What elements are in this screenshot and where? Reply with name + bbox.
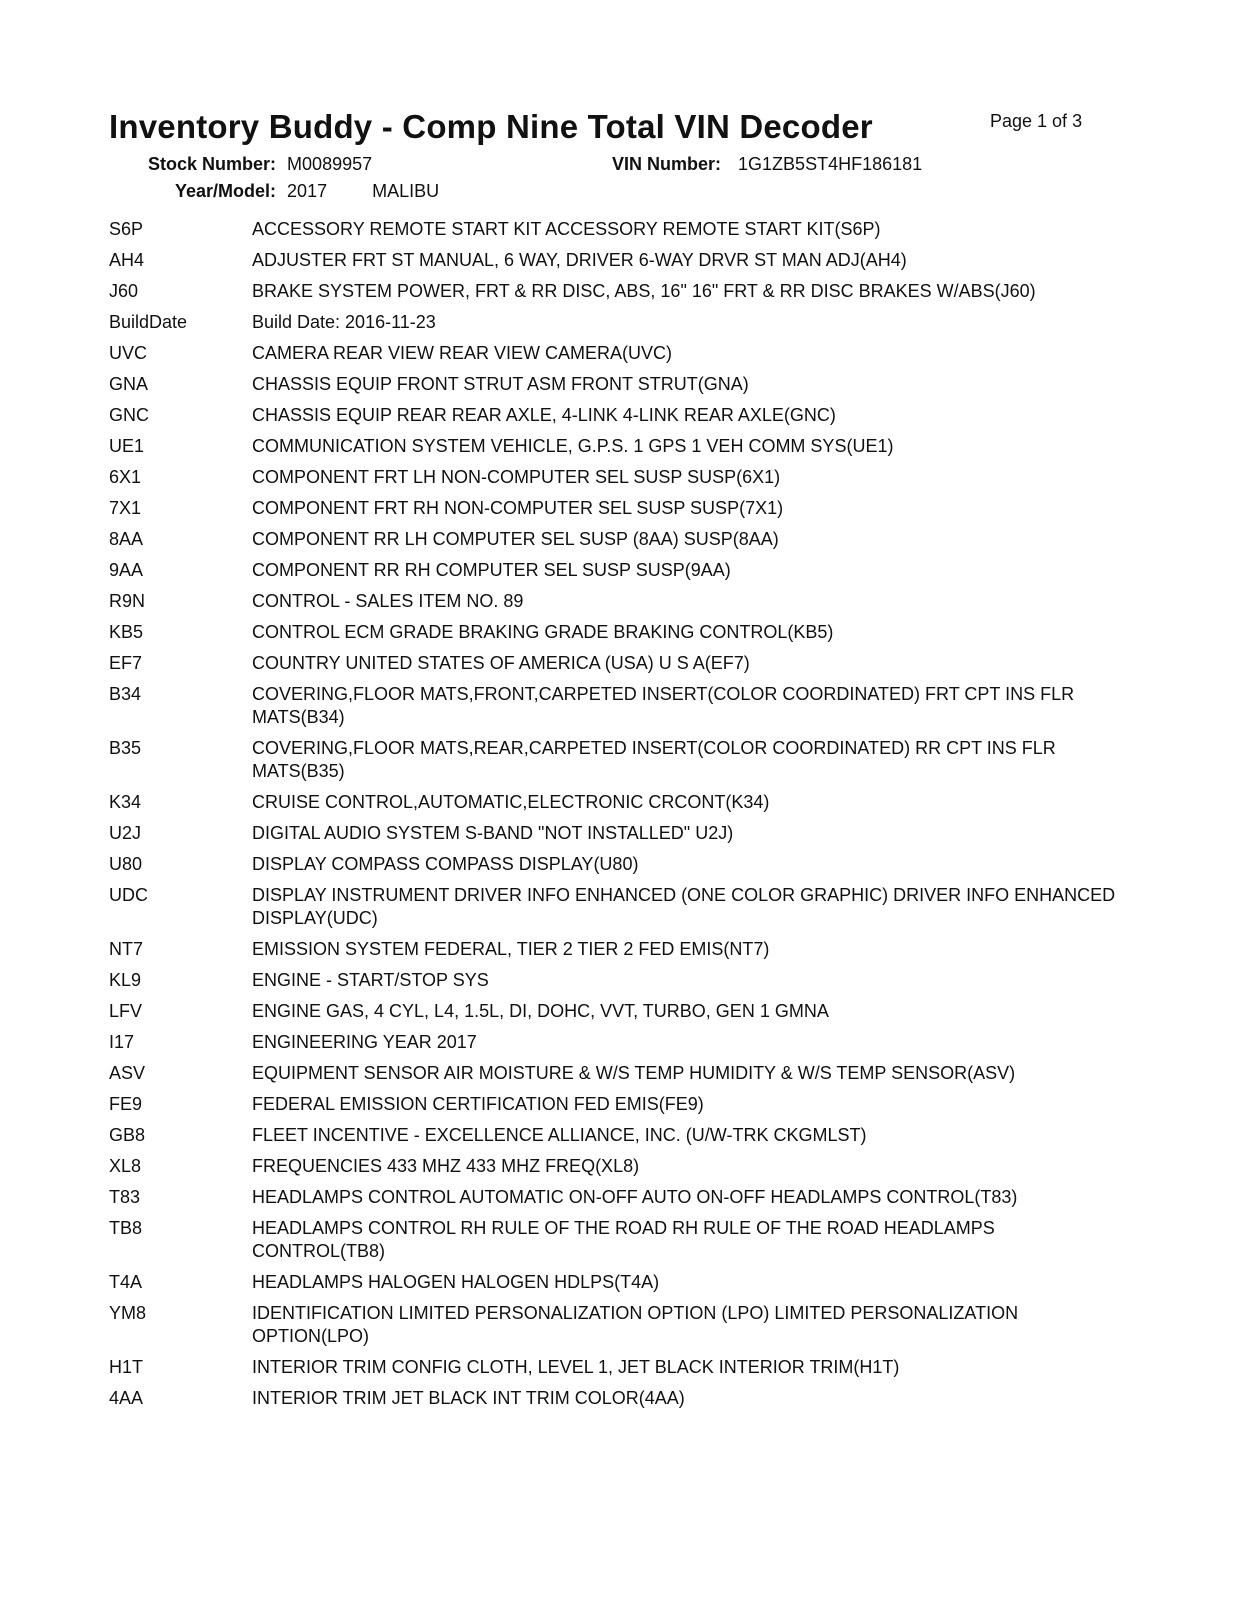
page-title: Inventory Buddy - Comp Nine Total VIN Decoder bbox=[109, 108, 873, 145]
option-row bbox=[109, 1062, 1129, 1085]
option-description: CHASSIS EQUIP REAR REAR AXLE, 4-LINK 4-LINK REAR AXLE(GNC) bbox=[252, 405, 836, 425]
option-description: CONTROL - SALES ITEM NO. 89 bbox=[252, 591, 524, 611]
option-row bbox=[109, 342, 1129, 365]
vin-number bbox=[612, 154, 922, 175]
option-row bbox=[109, 1302, 1129, 1348]
option-row bbox=[109, 1093, 1129, 1116]
option-code: ASV bbox=[109, 1063, 146, 1083]
option-code: GNA bbox=[109, 374, 149, 394]
option-description: IDENTIFICATION LIMITED PERSONALIZATION OPTION (LPO) LIMITED PERSONALIZATION OPTION(LPO) bbox=[252, 1303, 1019, 1346]
option-code: 4AA bbox=[109, 1388, 144, 1408]
option-description: ADJUSTER FRT ST MANUAL, 6 WAY, DRIVER 6-WAY DRVR ST MAN ADJ(AH4) bbox=[252, 250, 907, 270]
option-description: DIGITAL AUDIO SYSTEM S-BAND "NOT INSTALLED" U2J) bbox=[252, 823, 734, 843]
option-row bbox=[109, 466, 1129, 489]
option-code: U2J bbox=[109, 823, 142, 843]
option-row bbox=[109, 652, 1129, 675]
option-description: ACCESSORY REMOTE START KIT ACCESSORY REMOTE START KIT(S6P) bbox=[252, 219, 881, 239]
option-code: S6P bbox=[109, 219, 144, 239]
option-code: BuildDate bbox=[109, 312, 188, 332]
option-code: K34 bbox=[109, 792, 142, 812]
option-description: ENGINE - START/STOP SYS bbox=[252, 970, 489, 990]
model-value: MALIBU bbox=[372, 181, 440, 201]
option-description: FREQUENCIES 433 MHZ 433 MHZ FREQ(XL8) bbox=[252, 1156, 640, 1176]
option-code: 9AA bbox=[109, 560, 144, 580]
option-description: HEADLAMPS CONTROL RH RULE OF THE ROAD RH RULE OF THE ROAD HEADLAMPS CONTROL(TB8) bbox=[252, 1218, 995, 1261]
option-code: XL8 bbox=[109, 1156, 142, 1176]
option-code: 7X1 bbox=[109, 498, 142, 518]
stock-number-label: Stock Number: bbox=[148, 154, 277, 174]
option-code: R9N bbox=[109, 591, 146, 611]
option-row bbox=[109, 853, 1129, 876]
option-code: LFV bbox=[109, 1001, 143, 1021]
option-row bbox=[109, 737, 1129, 783]
option-row bbox=[109, 1000, 1129, 1023]
option-row bbox=[109, 249, 1129, 272]
option-code: FE9 bbox=[109, 1094, 143, 1114]
option-row bbox=[109, 1271, 1129, 1294]
option-description: CONTROL ECM GRADE BRAKING GRADE BRAKING CONTROL(KB5) bbox=[252, 622, 834, 642]
option-row bbox=[109, 528, 1129, 551]
year-value: 2017 bbox=[287, 181, 328, 201]
option-description: EQUIPMENT SENSOR AIR MOISTURE & W/S TEMP HUMIDITY & W/S TEMP SENSOR(ASV) bbox=[252, 1063, 1016, 1083]
option-row bbox=[109, 969, 1129, 992]
option-description: ENGINEERING YEAR 2017 bbox=[252, 1032, 477, 1052]
option-description: CRUISE CONTROL,AUTOMATIC,ELECTRONIC CRCONT(K34) bbox=[252, 792, 770, 812]
option-description: BRAKE SYSTEM POWER, FRT & RR DISC, ABS, 16" 16" FRT & RR DISC BRAKES W/ABS(J60) bbox=[252, 281, 1036, 301]
option-description: Build Date: 2016-11-23 bbox=[252, 312, 436, 332]
option-row bbox=[109, 218, 1129, 241]
option-code: AH4 bbox=[109, 250, 145, 270]
option-code: UVC bbox=[109, 343, 148, 363]
option-code: TB8 bbox=[109, 1218, 143, 1238]
option-description: FLEET INCENTIVE - EXCELLENCE ALLIANCE, INC. (U/W-TRK CKGMLST) bbox=[252, 1125, 867, 1145]
option-code: GNC bbox=[109, 405, 149, 425]
option-description: INTERIOR TRIM JET BLACK INT TRIM COLOR(4AA) bbox=[252, 1388, 685, 1408]
option-description: CHASSIS EQUIP FRONT STRUT ASM FRONT STRUT(GNA) bbox=[252, 374, 749, 394]
page-number: Page 1 of 3 bbox=[990, 111, 1083, 131]
option-description: EMISSION SYSTEM FEDERAL, TIER 2 TIER 2 FED EMIS(NT7) bbox=[252, 939, 770, 959]
option-description: COVERING,FLOOR MATS,REAR,CARPETED INSERT(COLOR COORDINATED) RR CPT INS FLR MATS(B35) bbox=[252, 738, 1056, 781]
option-code: UE1 bbox=[109, 436, 145, 456]
option-description: HEADLAMPS CONTROL AUTOMATIC ON-OFF AUTO ON-OFF HEADLAMPS CONTROL(T83) bbox=[252, 1187, 1018, 1207]
option-code: 8AA bbox=[109, 529, 144, 549]
vin-number-value: 1G1ZB5ST4HF186181 bbox=[738, 154, 923, 174]
option-row bbox=[109, 1217, 1129, 1263]
option-description: FEDERAL EMISSION CERTIFICATION FED EMIS(FE9) bbox=[252, 1094, 704, 1114]
option-description: DISPLAY COMPASS COMPASS DISPLAY(U80) bbox=[252, 854, 639, 874]
option-code: H1T bbox=[109, 1357, 144, 1377]
option-row bbox=[109, 938, 1129, 961]
option-code: T83 bbox=[109, 1187, 141, 1207]
stock-number-value: M0089957 bbox=[287, 154, 373, 174]
option-code-list bbox=[109, 218, 1129, 1418]
option-description: CAMERA REAR VIEW REAR VIEW CAMERA(UVC) bbox=[252, 343, 673, 363]
option-description: DISPLAY INSTRUMENT DRIVER INFO ENHANCED (ONE COLOR GRAPHIC) DRIVER INFO ENHANCED DISPLAY(UDC) bbox=[252, 885, 1116, 928]
option-row bbox=[109, 435, 1129, 458]
option-code: I17 bbox=[109, 1032, 135, 1052]
option-row bbox=[109, 280, 1129, 303]
option-description: COMPONENT FRT RH NON-COMPUTER SEL SUSP SUSP(7X1) bbox=[252, 498, 784, 518]
stock-number bbox=[148, 154, 372, 175]
option-description: COMPONENT FRT LH NON-COMPUTER SEL SUSP SUSP(6X1) bbox=[252, 467, 781, 487]
option-code: B34 bbox=[109, 684, 142, 704]
option-code: EF7 bbox=[109, 653, 143, 673]
option-code: UDC bbox=[109, 885, 148, 905]
option-description: INTERIOR TRIM CONFIG CLOTH, LEVEL 1, JET BLACK INTERIOR TRIM(H1T) bbox=[252, 1357, 900, 1377]
option-description: COMPONENT RR RH COMPUTER SEL SUSP SUSP(9AA) bbox=[252, 560, 731, 580]
option-row bbox=[109, 559, 1129, 582]
option-code: NT7 bbox=[109, 939, 144, 959]
option-row bbox=[109, 497, 1129, 520]
option-row bbox=[109, 791, 1129, 814]
option-row bbox=[109, 404, 1129, 427]
option-row bbox=[109, 621, 1129, 644]
option-row bbox=[109, 1031, 1129, 1054]
option-row bbox=[109, 311, 1129, 334]
option-row bbox=[109, 1186, 1129, 1209]
option-description: COMPONENT RR LH COMPUTER SEL SUSP (8AA) SUSP(8AA) bbox=[252, 529, 779, 549]
option-row bbox=[109, 590, 1129, 613]
option-code: 6X1 bbox=[109, 467, 142, 487]
option-description: COMMUNICATION SYSTEM VEHICLE, G.P.S. 1 GPS 1 VEH COMM SYS(UE1) bbox=[252, 436, 894, 456]
option-row bbox=[109, 884, 1129, 930]
year-model-label: Year/Model: bbox=[175, 181, 277, 201]
option-row bbox=[109, 1387, 1129, 1410]
option-row bbox=[109, 373, 1129, 396]
option-code: U80 bbox=[109, 854, 143, 874]
option-code: YM8 bbox=[109, 1303, 147, 1323]
year-model bbox=[175, 181, 439, 202]
option-row bbox=[109, 822, 1129, 845]
vin-number-label: VIN Number: bbox=[612, 154, 722, 174]
option-row bbox=[109, 1155, 1129, 1178]
option-description: COVERING,FLOOR MATS,FRONT,CARPETED INSERT(COLOR COORDINATED) FRT CPT INS FLR MATS(B34) bbox=[252, 684, 1075, 727]
option-row bbox=[109, 1356, 1129, 1379]
option-description: ENGINE GAS, 4 CYL, L4, 1.5L, DI, DOHC, VVT, TURBO, GEN 1 GMNA bbox=[252, 1001, 829, 1021]
option-code: J60 bbox=[109, 281, 139, 301]
option-code: KL9 bbox=[109, 970, 142, 990]
option-code: KB5 bbox=[109, 622, 144, 642]
option-row bbox=[109, 683, 1129, 729]
option-code: B35 bbox=[109, 738, 142, 758]
option-code: GB8 bbox=[109, 1125, 146, 1145]
option-row bbox=[109, 1124, 1129, 1147]
option-description: COUNTRY UNITED STATES OF AMERICA (USA) U S A(EF7) bbox=[252, 653, 750, 673]
option-description: HEADLAMPS HALOGEN HALOGEN HDLPS(T4A) bbox=[252, 1272, 660, 1292]
option-code: T4A bbox=[109, 1272, 143, 1292]
